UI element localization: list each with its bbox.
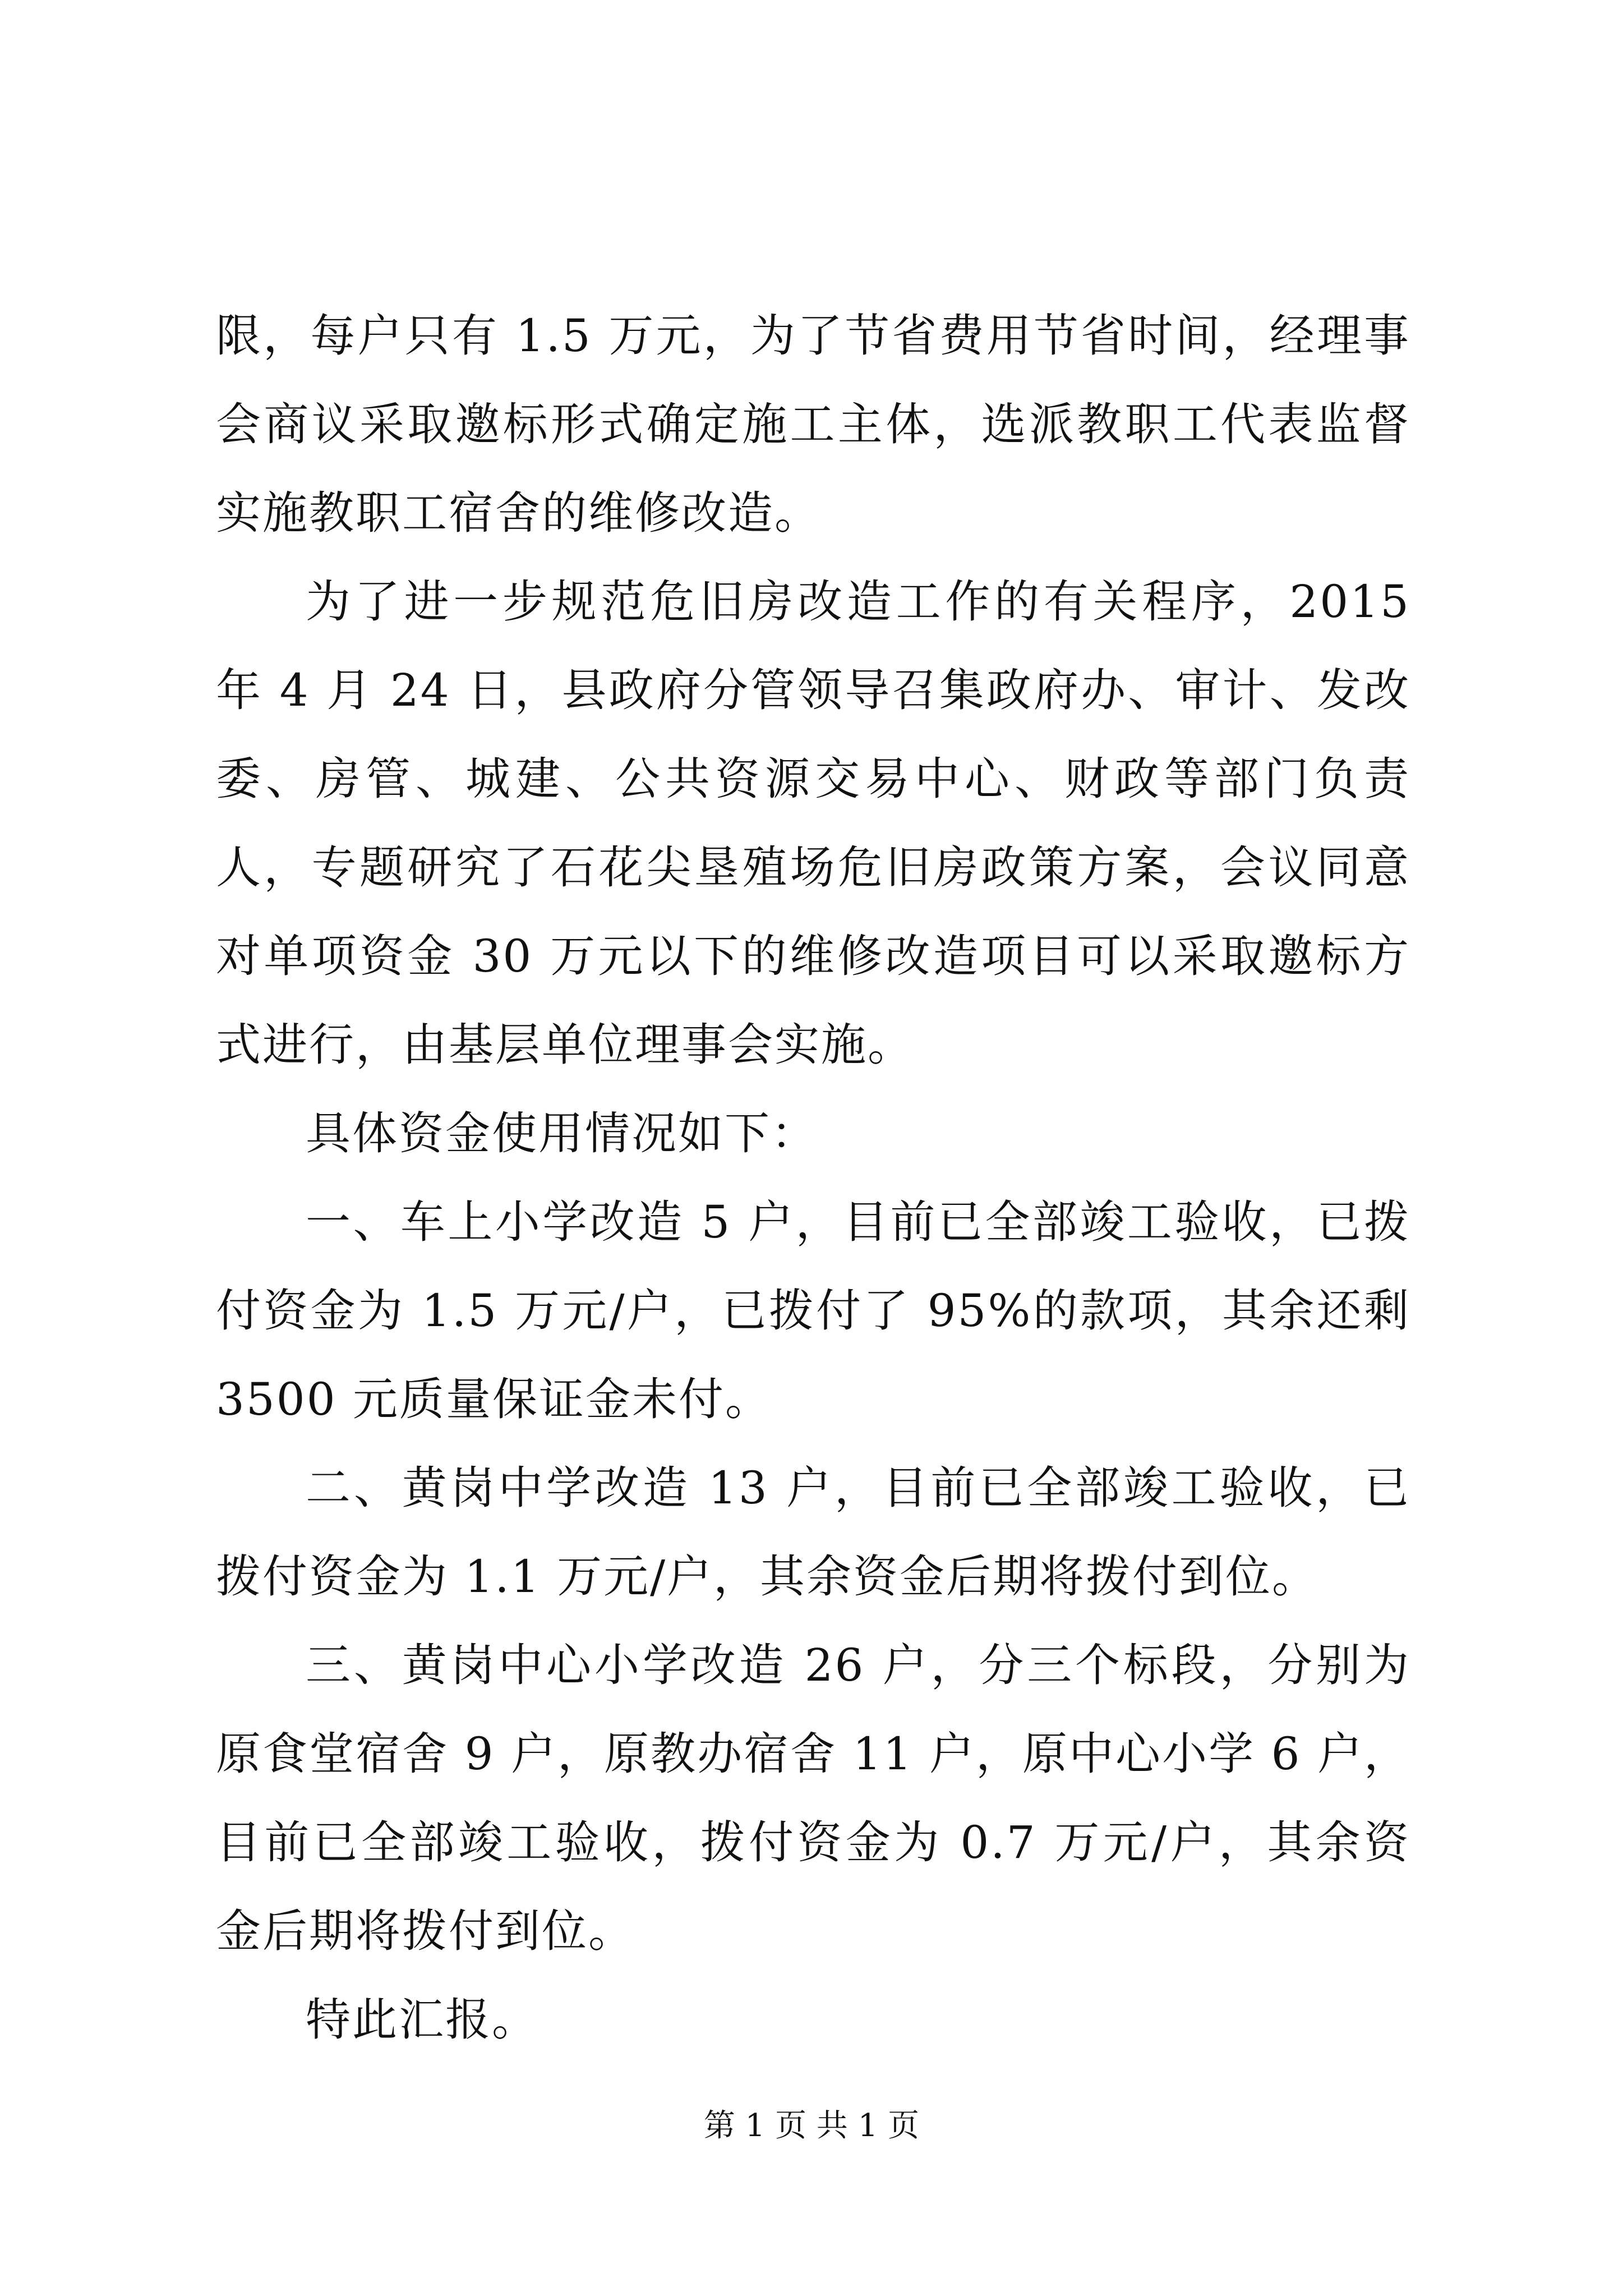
paragraph-funds-intro: 具体资金使用情况如下： [306, 1107, 818, 1159]
document-body [216, 292, 1410, 2064]
paragraph-procedure: 为了进一步规范危旧房改造工作的有关程序，2015 年 4 月 24 日，县政府分管领导召集政府办、审计、发改委、房管、城建、公共资源交易中心、财政等部门负责人，专题研究了石花尖垦殖场危旧房政策方案，会议同意对单项资金 30 万元以下的维修改造项目可以采取邀标方式进行，由基层单位理事会实施。 [216, 576, 1410, 1071]
paragraph-item-two: 二、黄岗中学改造 13 户，目前已全部竣工验收，已拨付资金为 1.1 万元/户，其余资金后期将拨付到位。 [216, 1462, 1410, 1603]
paragraph-continuation: 限，每户只有 1.5 万元，为了节省费用节省时间，经理事会商议采取邀标形式确定施工主体，选派教职工代表监督实施教职工宿舍的维修改造。 [216, 310, 1410, 539]
paragraph-item-three: 三、黄岗中心小学改造 26 户，分三个标段，分别为原食堂宿舍 9 户，原教办宿舍 11 户，原中心小学 6 户，目前已全部竣工验收，拨付资金为 0.7 万元/户，其余资金后期将拨付到位。 [216, 1639, 1410, 1957]
paragraph-item-one: 一、车上小学改造 5 户，目前已全部竣工验收，已拨付资金为 1.5 万元/户，已拨付了 95%的款项，其余还剩 3500 元质量保证金未付。 [216, 1196, 1410, 1425]
paragraph-closing: 特此汇报。 [306, 1994, 538, 2046]
page-footer: 第 1 页 共 1 页 [703, 2108, 920, 2144]
